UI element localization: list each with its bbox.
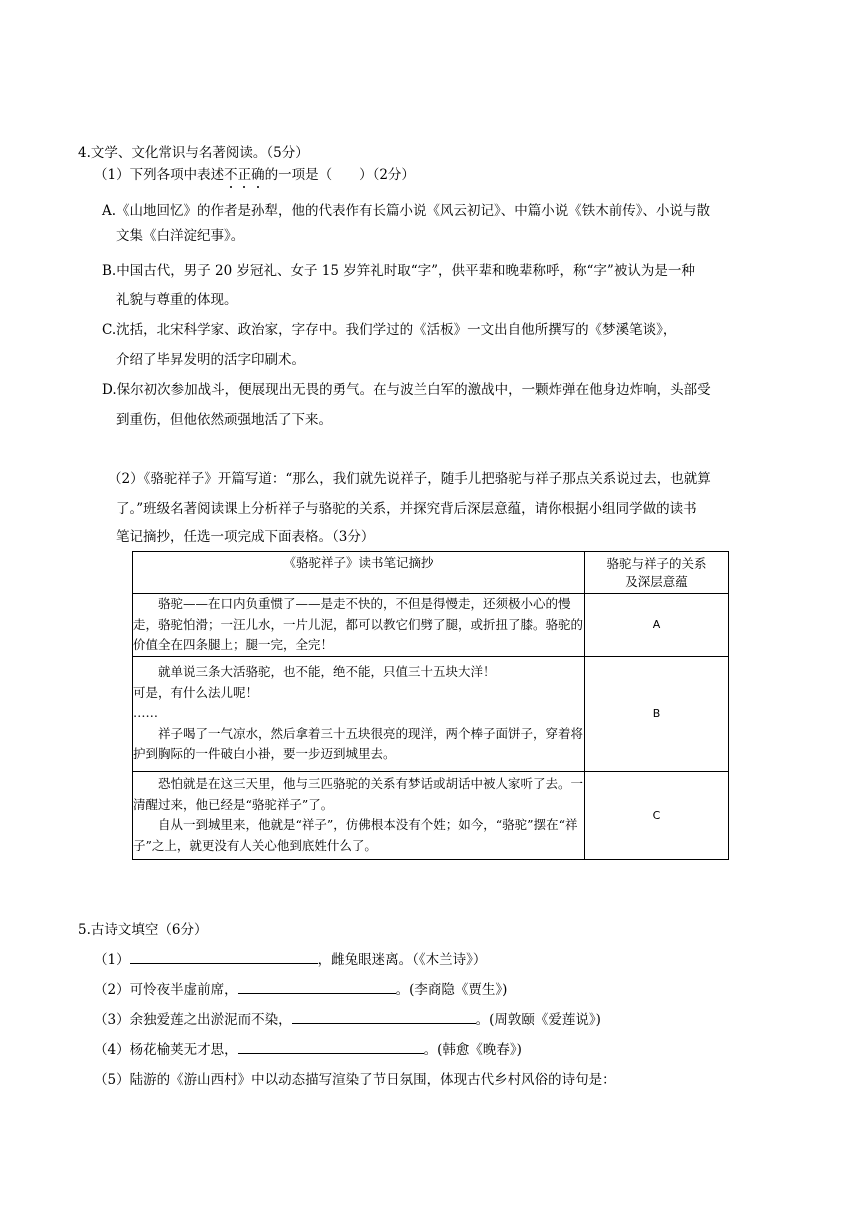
notes-excerpt-b bbox=[133, 656, 585, 771]
option-b-line-2: 礼貌与尊重的体现。 bbox=[116, 292, 238, 308]
excerpt-ellipsis: …… bbox=[133, 705, 158, 721]
emphasis-char: 确 bbox=[251, 163, 265, 183]
item-text-after: 。(李商隐《贾生》) bbox=[395, 982, 508, 998]
option-c-line-2: 介绍了毕昇发明的活字印刷术。 bbox=[116, 352, 305, 368]
notes-excerpt-a bbox=[133, 594, 585, 657]
q5-item-4 bbox=[94, 1038, 522, 1058]
item-text-after: 。(周敦颐《爱莲说》) bbox=[475, 1012, 601, 1028]
q4-sub1-stem bbox=[94, 163, 415, 183]
q5-item-2 bbox=[94, 978, 507, 998]
q5-item-1 bbox=[94, 948, 486, 968]
q4-sub2-line-3: 笔记摘抄，任选一项完成下面表格。（3分） bbox=[116, 529, 375, 545]
item-number: （3） bbox=[94, 1012, 130, 1028]
q5-title: 5.古诗文填空（6分） bbox=[78, 922, 208, 938]
item-text-after: 。(韩愈《晚春》) bbox=[423, 1042, 522, 1058]
q4-sub2-line-2: 了。”班级名著阅读课上分析祥子与骆驼的关系，并探究背后深层意蕴，请你根据小组同学做的读书 bbox=[116, 501, 697, 517]
item-text-before: 可怜夜半虚前席， bbox=[129, 982, 238, 998]
q5-item-5: （5）陆游的《游山西村》中以动态描写渲染了节日氛围，体现古代乡村风俗的诗句是： bbox=[94, 1072, 616, 1088]
answer-cell-a[interactable]: A bbox=[585, 594, 729, 657]
option-c-line-1: C.沈括，北宋科学家、政治家，字存中。我们学过的《活板》一文出自他所撰写的《梦溪笔谈》， bbox=[102, 322, 677, 338]
excerpt-paragraph: 自从一到城里来，他就是“祥子”，仿佛根本没有个姓；如今，“骆驼”摆在“祥子”之上，就更没有人关心他到底姓什么了。 bbox=[133, 817, 578, 853]
header-relation-line-1: 骆驼与祥子的关系 bbox=[606, 555, 707, 571]
header-notes: 《骆驼祥子》读书笔记摘抄 bbox=[133, 552, 585, 594]
answer-blank[interactable] bbox=[130, 949, 318, 964]
header-relation bbox=[585, 552, 729, 594]
item-text-before: 余独爱莲之出淤泥而不染， bbox=[129, 1012, 292, 1028]
excerpt-paragraph: 可是，有什么法儿呢！ bbox=[133, 684, 259, 700]
table-row bbox=[133, 771, 729, 859]
emphasis-char: 正 bbox=[238, 163, 252, 183]
header-relation-line-2: 及深层意蕴 bbox=[625, 573, 688, 589]
excerpt-paragraph: 祥子喝了一气凉水，然后拿着三十五块很亮的现洋，两个棒子面饼子，穿着将护到胸际的一件破白小褂，要一步迈到城里去。 bbox=[133, 725, 584, 762]
answer-blank[interactable] bbox=[238, 1039, 424, 1054]
option-d-line-1: D.保尔初次参加战斗，便展现出无畏的勇气。在与波兰白军的激战中，一颗炸弹在他身边炸响，头部受 bbox=[102, 382, 711, 398]
excerpt-paragraph: 骆驼——在口内负重惯了——是走不快的，不但是得慢走，还须极小心的慢走，骆驼怕滑；一汪儿水，一片儿泥，都可以教它们劈了腿，或折扭了膝。骆驼的价值全在四条腿上；腿一完，全完！ bbox=[133, 596, 584, 652]
notes-excerpt-c bbox=[133, 771, 585, 859]
option-a-line-1: A.《山地回忆》的作者是孙犁，他的代表作有长篇小说《风云初记》、中篇小说《铁木前传》、小说与散 bbox=[102, 203, 711, 219]
q4-sub2-line-1: （2）《骆驼祥子》开篇写道：“那么，我们就先说祥子，随手儿把骆驼与祥子那点关系说过去，也就算 bbox=[108, 471, 711, 487]
q5-item-3 bbox=[94, 1008, 601, 1028]
q4-title: 4.文学、文化常识与名著阅读。（5分） bbox=[78, 145, 309, 161]
option-b-line-1: B.中国古代，男子 20 岁冠礼、女子 15 岁笄礼时取“字”，供平辈和晚辈称呼，称“字”被认为是一种 bbox=[102, 263, 695, 279]
table-row bbox=[133, 594, 729, 657]
item-number: （4） bbox=[94, 1042, 130, 1058]
table-row bbox=[133, 656, 729, 771]
option-a-line-2: 文集《白洋淀纪事》。 bbox=[116, 228, 245, 244]
table-header-row bbox=[133, 552, 729, 594]
answer-blank[interactable] bbox=[292, 1009, 476, 1024]
option-d-line-2: 到重伤，但他依然顽强地活了下来。 bbox=[116, 412, 332, 428]
answer-blank[interactable] bbox=[238, 979, 396, 994]
item-number: （2） bbox=[94, 982, 130, 998]
emphasis-char: 不 bbox=[224, 163, 238, 183]
excerpt-paragraph: 就单说三条大活骆驼，也不能，绝不能，只值三十五块大洋！ bbox=[158, 664, 496, 680]
q4-sub1-prefix: （1）下列各项中表述 bbox=[94, 167, 225, 183]
item-number: （1） bbox=[94, 952, 130, 968]
q4-sub1-suffix: 的一项是（ ）（2分） bbox=[264, 167, 415, 183]
excerpt-paragraph: 恐怕就是在这三天里，他与三匹骆驼的关系有梦话或胡话中被人家听了去。一清醒过来，他已经是“骆驼祥子”了。 bbox=[133, 776, 584, 812]
reading-notes-table bbox=[132, 551, 729, 860]
answer-cell-c[interactable]: C bbox=[585, 771, 729, 859]
item-text-before: 杨花榆荚无才思， bbox=[129, 1042, 238, 1058]
answer-cell-b[interactable]: B bbox=[585, 656, 729, 771]
item-text-after: ，雌兔眼迷离。（《木兰诗》） bbox=[317, 952, 487, 968]
